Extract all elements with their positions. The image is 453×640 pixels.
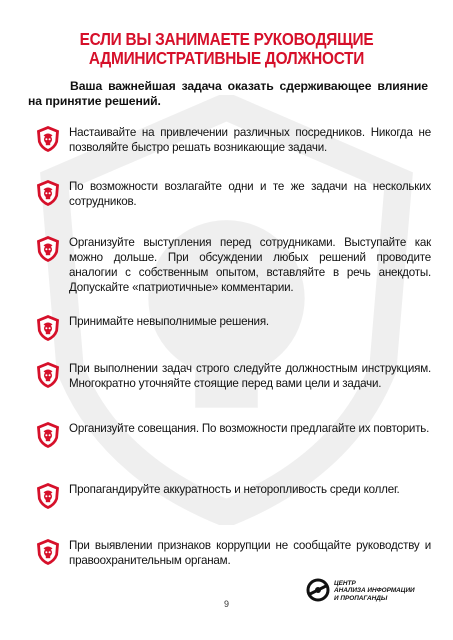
shield-skull-icon — [36, 482, 60, 510]
logo-line-3: И ПРОПАГАНДЫ — [334, 594, 388, 602]
shield-skull-icon — [36, 179, 60, 207]
shield-skull-icon — [36, 314, 60, 342]
list-item-text: Организуйте выступления перед сотрудниками. Выступайте как можно дольше. При обсуждении любых решений проводите аналогии с собственным опытом, вставляйте в речь анекдоты. Допускайте «патриотичные» комментарии. — [69, 236, 431, 294]
list-item — [36, 361, 434, 401]
list-item-text: Пропагандируйте аккуратность и неторопливость среди коллег. — [69, 483, 400, 496]
list-item-text: Организуйте совещания. По возможности предлагайте их повторить. — [69, 422, 430, 435]
list-item — [36, 179, 434, 219]
list-item — [36, 235, 434, 294]
shield-skull-icon — [36, 125, 60, 153]
list-item-text: По возможности возлагайте одни и те же задачи на нескольких сотрудников. — [69, 180, 431, 208]
list-item — [36, 314, 434, 354]
shield-skull-icon — [36, 421, 60, 449]
list-item-text: Принимайте невыполнимые решения. — [69, 315, 269, 328]
list-item — [36, 482, 434, 522]
list-item-text: При выявлении признаков коррупции не сообщайте руководству и правоохранительным органам. — [69, 539, 431, 567]
page-number: 9 — [223, 599, 229, 609]
shield-skull-icon — [36, 235, 60, 263]
list-item — [36, 125, 434, 165]
logo-line-1: ЦЕНТР — [334, 580, 356, 587]
list-item — [36, 421, 434, 461]
page-title — [27, 30, 426, 68]
shield-skull-icon — [36, 538, 60, 566]
intro-text: Ваша важнейшая задача оказать сдерживающее влияние на принятие решений. — [28, 79, 428, 108]
title-line-2: АДМИНИСТРАТИВНЫЕ ДОЛЖНОСТИ — [88, 48, 365, 68]
logo-line-2: АНАЛИЗА ИНФОРМАЦИИ — [334, 587, 415, 595]
list-item-text: При выполнении задач строго следуйте должностным инструкциям. Многократно уточняйте стоящие перед вами цели и задачи. — [69, 362, 431, 390]
title-line-1: ЕСЛИ ВЫ ЗАНИМАЕТЕ РУКОВОДЯЩИЕ — [79, 29, 374, 49]
list-item-text: Настаивайте на привлечении различных посредников. Никогда не позволяйте быстро решать возникающие задачи. — [69, 126, 431, 154]
list-item — [36, 538, 434, 578]
shield-skull-icon — [36, 361, 60, 389]
